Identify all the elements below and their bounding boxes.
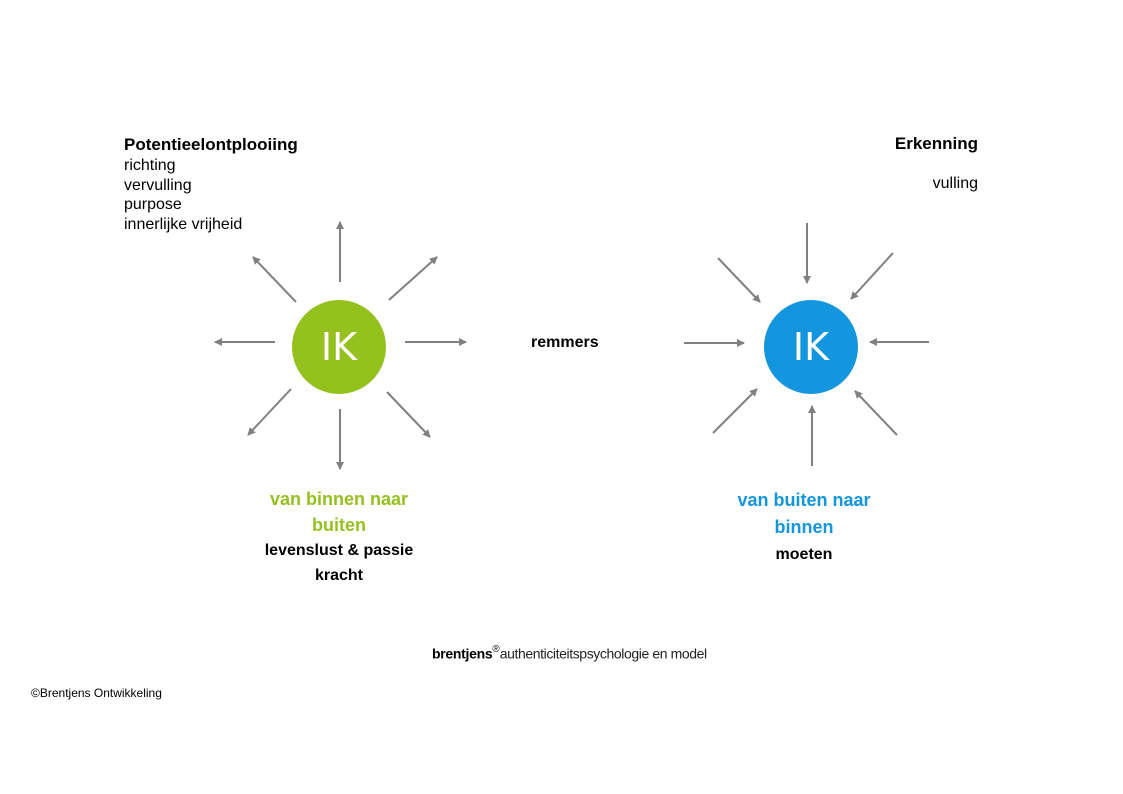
right-heading: Erkenning: [894, 134, 978, 153]
left-heading: Potentieelontplooiing: [124, 135, 298, 154]
left-arrow-down-left: [248, 389, 291, 435]
registered-mark: ®: [492, 644, 500, 655]
left-direction-line: buiten: [312, 515, 366, 535]
brand-logo: brentjens: [432, 645, 493, 662]
right-direction-line: van buiten naar: [737, 490, 871, 510]
right-direction-text: [704, 487, 904, 568]
remmers-label: remmers: [531, 334, 599, 351]
left-item: vervulling: [124, 176, 192, 194]
left-item: purpose: [124, 196, 182, 213]
left-ik-label: IK: [320, 325, 358, 369]
left-direction-text: [239, 486, 439, 588]
left-item-list: [124, 156, 242, 234]
right-arrow-from-bottom-right: [855, 391, 897, 435]
right-item: vulling: [932, 175, 978, 192]
right-arrow-from-top-right: [851, 253, 893, 299]
left-arrow-up-left: [253, 257, 296, 302]
brand-subtitle: authenticiteitspsychologie en model: [499, 645, 707, 662]
copyright-text: ©Brentjens Ontwikkeling: [31, 686, 162, 700]
left-item: innerlijke vrijheid: [124, 215, 243, 233]
right-arrow-from-top-left: [718, 258, 760, 302]
right-direction-line: binnen: [774, 517, 834, 537]
left-arrow-up-right: [389, 257, 437, 300]
right-arrow-from-bottom-left: [713, 389, 757, 433]
left-sub-line: levenslust & passie: [264, 542, 414, 559]
footer-brand-line: [432, 644, 707, 663]
right-ik-label: IK: [792, 325, 830, 369]
left-sub-line: kracht: [314, 567, 364, 584]
left-arrow-down-right: [387, 392, 430, 437]
left-item: richting: [124, 157, 176, 174]
left-direction-line: van binnen naar: [269, 489, 409, 509]
right-sub-line: moeten: [775, 546, 833, 563]
